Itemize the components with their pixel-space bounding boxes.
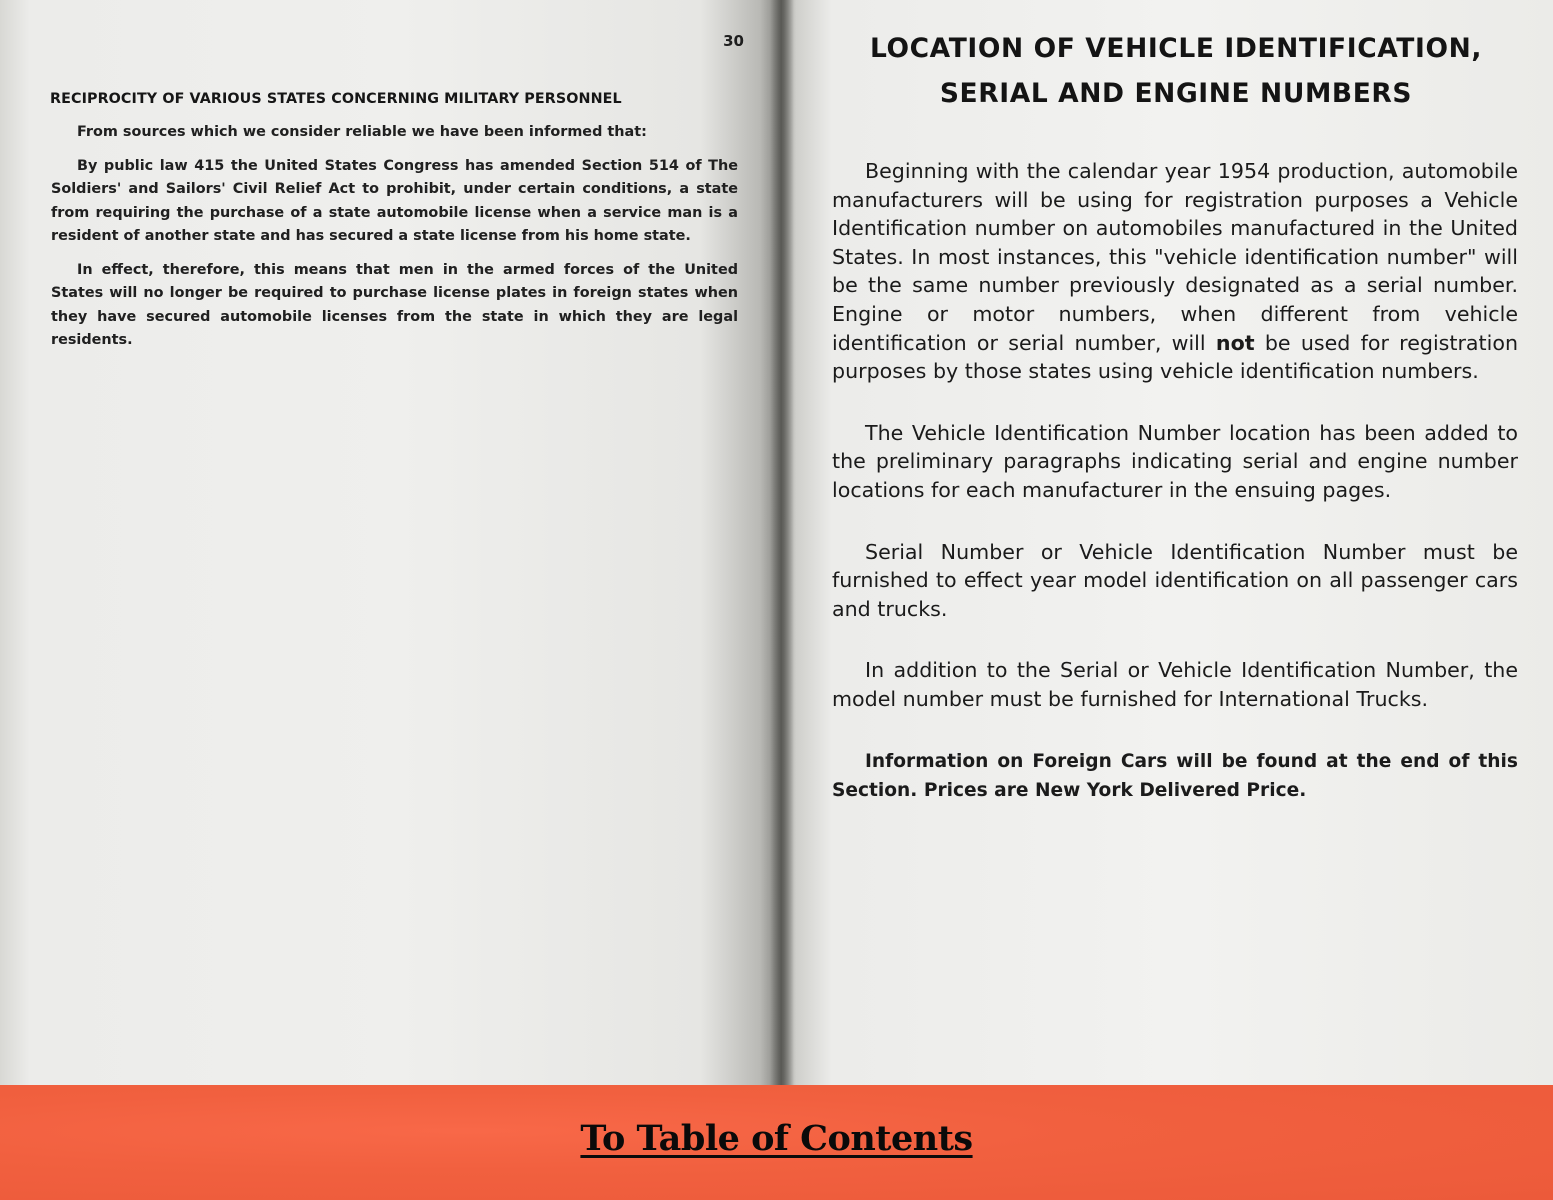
right-page-title — [832, 26, 1520, 116]
table-of-contents-link[interactable]: To Table of Contents — [580, 1118, 973, 1159]
left-page-heading: RECIPROCITY OF VARIOUS STATES CONCERNING MILITARY PERSONNEL — [50, 91, 622, 107]
right-paragraph-1 — [832, 157, 1518, 386]
paragraph-1-text-b: be used for registration purposes by those states using vehicle identification numbers. — [832, 330, 1519, 384]
left-paragraph-3: In effect, therefore, this means that men in the armed forces of the United States will no longer be required to purchase license plates in foreign states when they have secured automobile licenses from the state in which they are legal residents. — [51, 261, 738, 348]
right-paragraph-3: Serial Number or Vehicle Identification Number must be furnished to effect year model identification on all passenger cars and trucks. — [832, 539, 1518, 621]
left-paragraph-2: By public law 415 the United States Congress has amended Section 514 of The Soldiers' and Sailors' Civil Relief Act to prohibit, under certain conditions, a state from requiring the purchase of a state automobile license when a service man is a resident of another state and has secured a state license from his home state. — [51, 157, 738, 244]
right-paragraph-4: In addition to the Serial or Vehicle Identification Number, the model number must be furnished for International Trucks. — [832, 658, 1518, 711]
left-page-body — [51, 121, 738, 363]
right-paragraph-2: The Vehicle Identification Number location has been added to the preliminary paragraphs indicating serial and engine number locations for each manufacturer in the ensuing pages. — [832, 420, 1518, 502]
left-paragraph-1: From sources which we consider reliable we have been informed that: — [77, 124, 647, 140]
paragraph-1-emphasis: not — [1215, 330, 1255, 355]
title-line-2: SERIAL AND ENGINE NUMBERS — [939, 78, 1413, 109]
left-page — [0, 0, 782, 1085]
paragraph-1-text-a: Beginning with the calendar year 1954 production, automobile manufacturers will be using for registration purposes a Vehicle Identification number on automobiles manufactured in the United States. In most instances, this "vehicle identification number" will be the same number previously designated as a serial number. Engine or motor numbers, when different from vehicle identification or serial number, will — [832, 159, 1518, 355]
right-page-body — [832, 157, 1518, 838]
book-gutter — [770, 0, 794, 1085]
title-line-1: LOCATION OF VEHICLE IDENTIFICATION, — [869, 33, 1483, 64]
page-number: 30 — [723, 32, 744, 50]
right-paragraph-5: Information on Foreign Cars will be found at the end of this Section. Prices are New York Delivered Price. — [832, 750, 1518, 801]
